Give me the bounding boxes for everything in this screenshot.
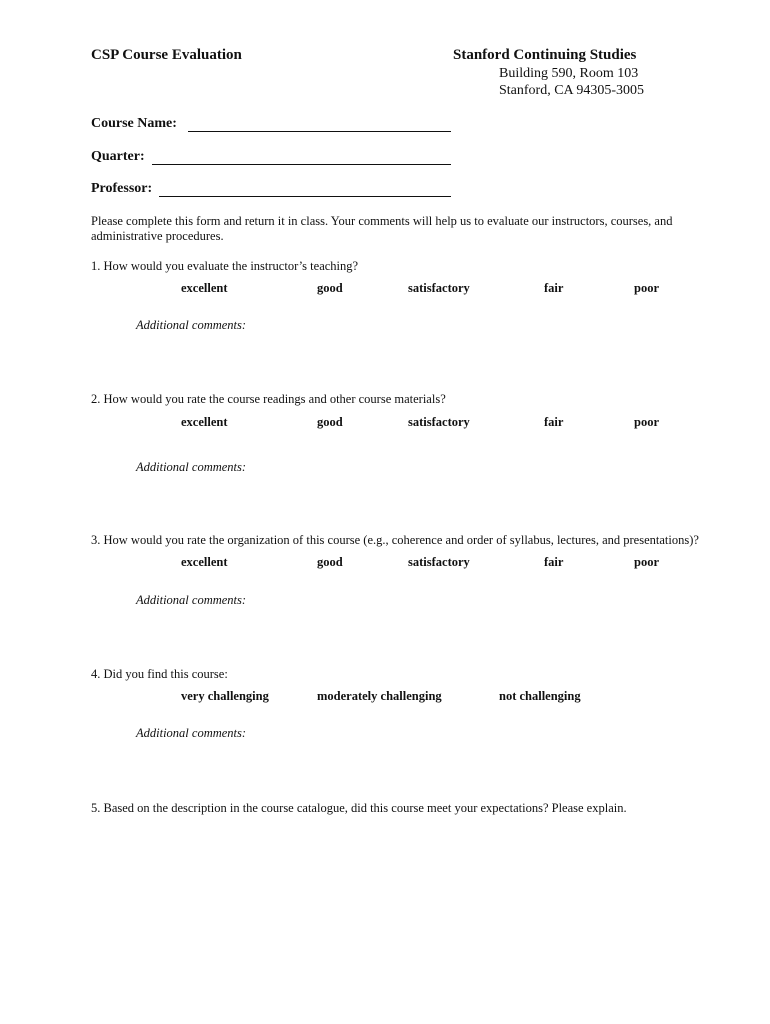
q4-additional-comments: Additional comments: — [136, 726, 247, 740]
quarter-label: Quarter: — [91, 149, 145, 164]
course-name-label: Course Name: — [91, 116, 177, 131]
q3-option-good[interactable]: good — [317, 555, 343, 569]
professor-label: Professor: — [91, 181, 153, 196]
q3-additional-comments: Additional comments: — [136, 593, 247, 607]
q3-option-excellent[interactable]: excellent — [181, 555, 228, 569]
question-5-text: 5. Based on the description in the course catalogue, did this course meet your expectations? Please explain. — [91, 801, 627, 815]
q2-option-fair[interactable]: fair — [544, 415, 564, 429]
address-line-2: Stanford, CA 94305-3005 — [499, 83, 645, 98]
question-1-text: 1. How would you evaluate the instructor’s teaching? — [91, 259, 359, 273]
q1-option-fair[interactable]: fair — [544, 281, 564, 295]
q3-option-fair[interactable]: fair — [544, 555, 564, 569]
q1-additional-comments: Additional comments: — [136, 318, 247, 332]
q1-option-satisfactory[interactable]: satisfactory — [408, 281, 470, 295]
q2-option-excellent[interactable]: excellent — [181, 415, 228, 429]
q2-additional-comments: Additional comments: — [136, 460, 247, 474]
question-4-text: 4. Did you find this course: — [91, 667, 228, 681]
question-2-text: 2. How would you rate the course readings and other course materials? — [91, 392, 446, 406]
instructions-text: Please complete this form and return it in class. Your comments will help us to evaluate our instructors, courses, and administrative procedures. — [91, 214, 673, 243]
course-name-field[interactable] — [188, 131, 451, 132]
q2-option-satisfactory[interactable]: satisfactory — [408, 415, 470, 429]
form-title: CSP Course Evaluation — [91, 47, 242, 63]
quarter-field[interactable] — [152, 164, 451, 165]
q4-option-not-challenging[interactable]: not challenging — [499, 689, 581, 703]
q2-option-poor[interactable]: poor — [634, 415, 659, 429]
q1-option-excellent[interactable]: excellent — [181, 281, 228, 295]
q1-option-poor[interactable]: poor — [634, 281, 659, 295]
q1-option-good[interactable]: good — [317, 281, 343, 295]
q4-option-moderately-challenging[interactable]: moderately challenging — [317, 689, 442, 703]
q4-option-very-challenging[interactable]: very challenging — [181, 689, 269, 703]
organization-name: Stanford Continuing Studies — [453, 47, 637, 63]
address-line-1: Building 590, Room 103 — [499, 66, 639, 81]
professor-field[interactable] — [159, 196, 451, 197]
question-3-text: 3. How would you rate the organization of this course (e.g., coherence and order of syllabus, lectures, and presentations)? — [91, 533, 699, 547]
q2-option-good[interactable]: good — [317, 415, 343, 429]
q3-option-poor[interactable]: poor — [634, 555, 659, 569]
q3-option-satisfactory[interactable]: satisfactory — [408, 555, 470, 569]
